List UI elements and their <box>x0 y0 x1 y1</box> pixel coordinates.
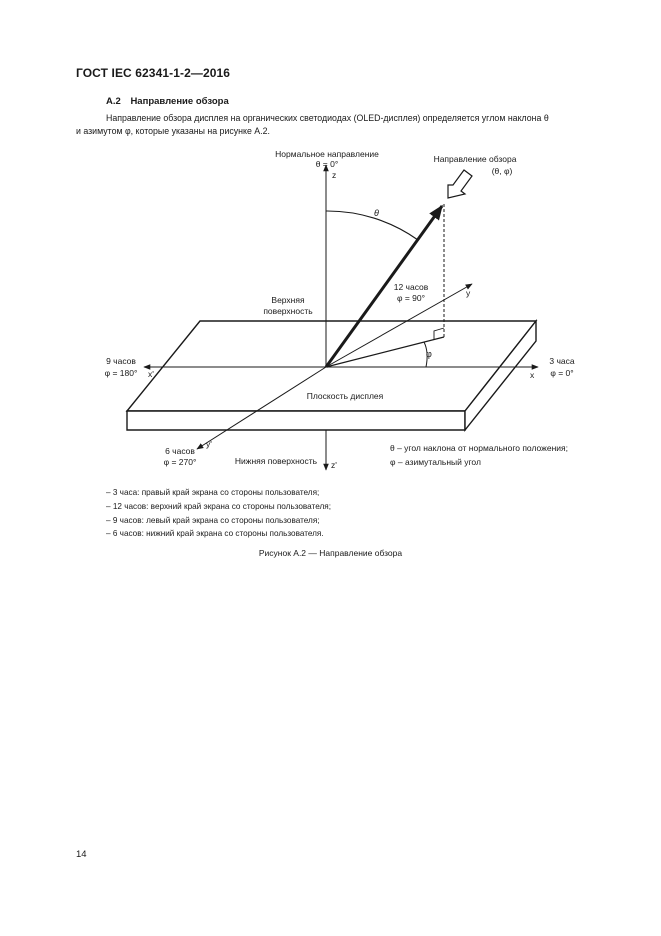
phi-label: φ <box>426 349 432 359</box>
upper-surface-label: Верхняя <box>271 295 305 305</box>
viewer-arrow-icon <box>448 170 472 198</box>
paragraph-line-2: и азимутом φ, которые указаны на рисунке А.2. <box>76 126 270 136</box>
display-front-face <box>127 411 465 430</box>
upper-surface-label-2: поверхность <box>263 306 313 316</box>
legend-theta: θ – угол наклона от нормального положения; <box>390 443 568 453</box>
six-oclock-angle: φ = 270° <box>163 457 197 467</box>
clock-notes-list <box>106 486 331 541</box>
lower-surface-label: Нижняя поверхность <box>234 456 318 466</box>
page-number: 14 <box>76 849 87 860</box>
twelve-oclock-label: 12 часов <box>393 282 429 292</box>
twelve-oclock-angle: φ = 90° <box>396 293 426 303</box>
x-prime-label: x' <box>148 369 154 379</box>
y-prime-label: y' <box>206 439 212 449</box>
section-number: А.2 <box>106 96 121 107</box>
three-oclock-label: 3 часа <box>549 356 575 366</box>
z-label: z <box>332 170 337 180</box>
view-direction-label: Направление обзора <box>433 154 517 164</box>
theta-label: θ <box>374 208 379 218</box>
three-oclock-angle: φ = 0° <box>550 368 574 378</box>
z-prime-label: z' <box>331 460 337 470</box>
nine-oclock-angle: φ = 180° <box>104 368 138 378</box>
view-direction-coords: (θ, φ) <box>491 166 513 176</box>
list-item: – 12 часов: верхний край экрана со стороны пользователя; <box>106 500 331 514</box>
list-item: – 9 часов: левый край экрана со стороны пользователя; <box>106 514 331 528</box>
figure-caption: Рисунок А.2 — Направление обзора <box>258 548 403 558</box>
theta-arc <box>326 211 418 240</box>
x-label: x <box>530 370 535 380</box>
nine-oclock-label: 9 часов <box>106 356 136 366</box>
list-item: – 3 часа: правый край экрана со стороны пользователя; <box>106 486 331 500</box>
document-header: ГОСТ IEC 62341-1-2—2016 <box>76 66 231 80</box>
display-plane-label: Плоскость дисплея <box>306 391 384 401</box>
normal-direction-label: Нормальное направление <box>275 149 379 159</box>
section-title: Направление обзора <box>130 96 229 107</box>
six-oclock-label: 6 часов <box>165 446 195 456</box>
y-label: y <box>466 288 471 298</box>
paragraph-line-1: Направление обзора дисплея на органических светодиодах (OLED-дисплея) определяется углом наклона θ <box>106 113 549 123</box>
legend-phi: φ – азимутальный угол <box>390 457 481 467</box>
list-item: – 6 часов: нижний край экрана со стороны пользователя. <box>106 527 331 541</box>
normal-angle-label: θ = 0° <box>315 159 339 169</box>
